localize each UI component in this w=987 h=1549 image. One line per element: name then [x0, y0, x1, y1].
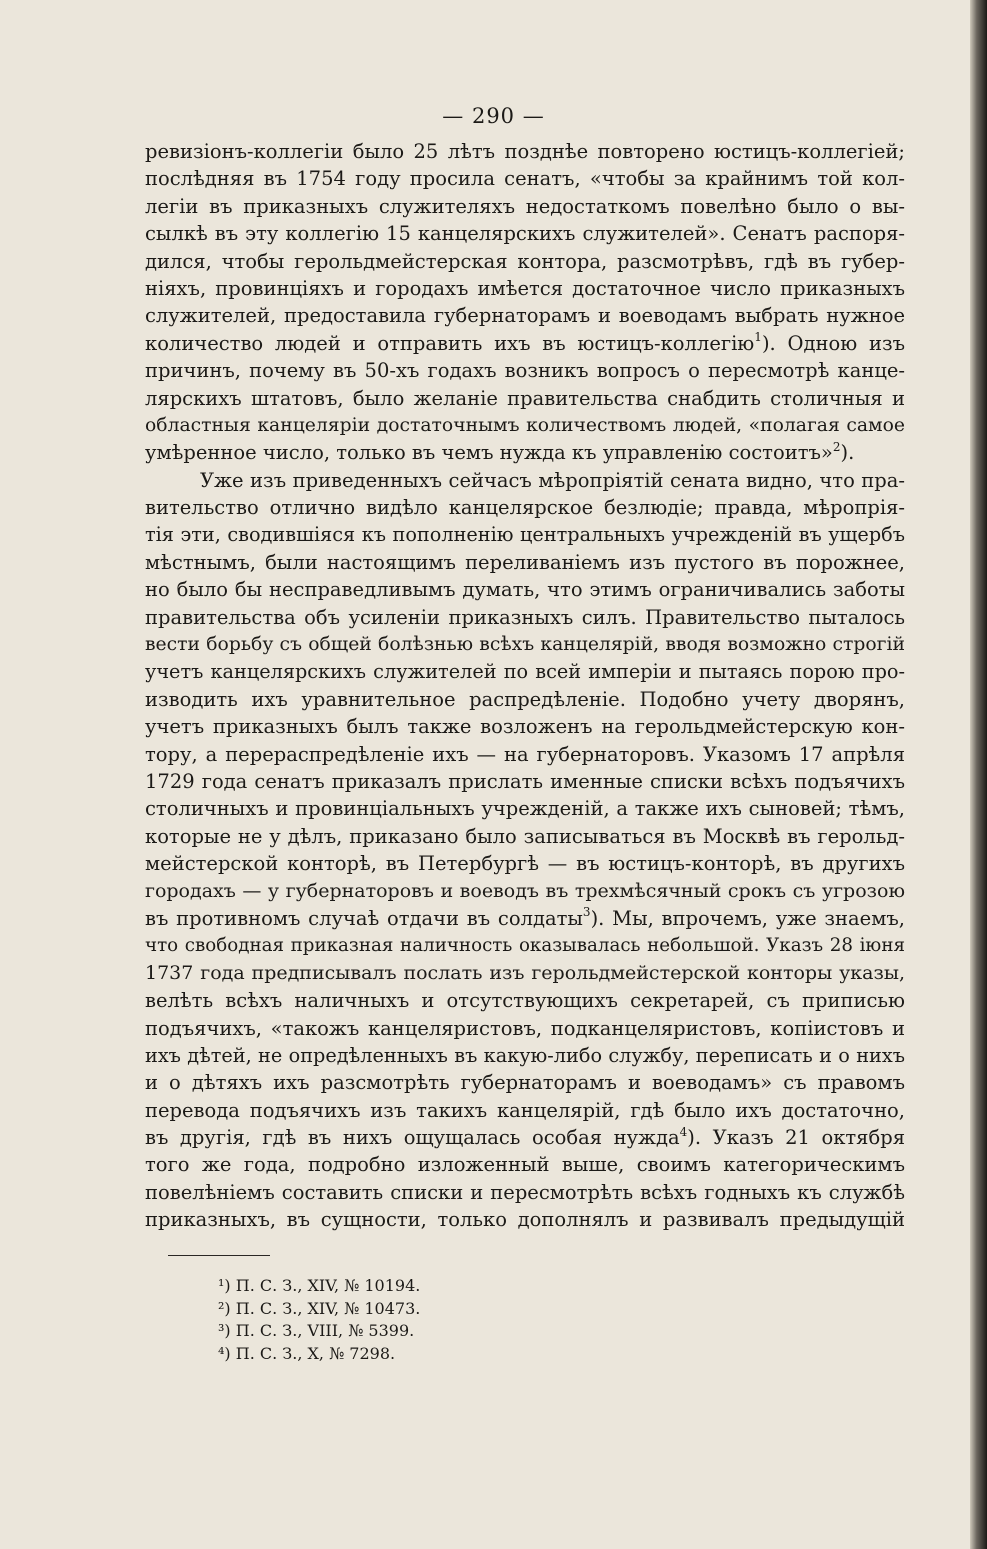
- text-segment: ).: [840, 441, 855, 465]
- body-text: [145, 138, 905, 1234]
- footnote-ref-4[interactable]: 4: [679, 1124, 688, 1139]
- footnote-1: ¹) П. С. З., XIV, № 10194.: [218, 1276, 421, 1295]
- page-number: — 290 —: [442, 104, 545, 128]
- text-line: повелѣніемъ составить списки и пересмотрѣть всѣхъ годныхъ къ службѣ: [145, 1180, 905, 1204]
- text-line: мейстерской конторѣ, въ Петербургѣ — въ юстицъ-конторѣ, въ другихъ: [145, 852, 905, 876]
- text-segment: ). Одною изъ: [761, 331, 905, 355]
- text-line: [145, 439, 905, 466]
- text-line: [145, 905, 905, 932]
- text-segment: умѣренное число, только въ чемъ нужда къ управленію состоитъ»: [145, 441, 833, 465]
- footnote-2: ²) П. С. З., XIV, № 10473.: [218, 1298, 421, 1318]
- text-line: учетъ приказныхъ былъ также возложенъ на герольдмейстерскую кон-: [145, 715, 905, 739]
- text-segment: ). Мы, впрочемъ, уже знаемъ,: [590, 906, 905, 930]
- text-line: мѣстнымъ, были настоящимъ переливаніемъ изъ пустого въ порожнее,: [145, 550, 905, 574]
- text-line: подъячихъ, «такожъ канцеляристовъ, подканцеляристовъ, копіистовъ и: [145, 1016, 905, 1040]
- text-line: городахъ — у губернаторовъ и воеводъ въ трехмѣсячный срокъ съ угрозою: [145, 879, 905, 902]
- text-line: причинъ, почему въ 50-хъ годахъ возникъ вопросъ о пересмотрѣ канце-: [145, 359, 905, 383]
- text-segment: ). Указъ 21 октября: [687, 1126, 905, 1150]
- footnote-4: ⁴) П. С. З., X, № 7298.: [218, 1343, 396, 1363]
- text-line: лярскихъ штатовъ, было желаніе правительства снабдить столичныя и: [145, 386, 905, 410]
- text-line: того же года, подробно изложенный выше, своимъ категорическимъ: [145, 1153, 905, 1177]
- text-line: ревизіонъ-коллегіи было 25 лѣтъ позднѣе повторено юстицъ-коллегіей;: [145, 140, 905, 163]
- text-line: вести борьбу съ общей болѣзнью всѣхъ канцелярій, вводя возможно строгій: [145, 634, 905, 656]
- text-line: ніяхъ, провинціяхъ и городахъ имѣется достаточное число приказныхъ: [145, 276, 905, 300]
- text-line: учетъ канцелярскихъ служителей по всей имперіи и пытаясь порою про-: [145, 660, 905, 684]
- text-line: которые не у дѣлъ, приказано было записываться въ Москвѣ въ герольд-: [145, 824, 905, 848]
- text-line: тору, а перераспредѣленіе ихъ — на губернаторовъ. Указомъ 17 апрѣля: [145, 742, 905, 766]
- text-line: послѣдняя въ 1754 году просила сенатъ, «чтобы за крайнимъ той кол-: [145, 167, 905, 191]
- footnote-ref-2[interactable]: 2: [832, 439, 841, 454]
- text-line: приказныхъ, въ сущности, только дополнялъ и развивалъ предыдущій: [145, 1208, 905, 1232]
- text-line: [145, 330, 905, 357]
- footnote-divider: [168, 1255, 270, 1256]
- book-spine-shadow: [970, 0, 987, 1549]
- footnotes: [218, 1275, 420, 1365]
- text-line: сылкѣ въ эту коллегію 15 канцелярскихъ служителей». Сенатъ распоря-: [145, 222, 905, 246]
- text-line: велѣть всѣхъ наличныхъ и отсутствующихъ секретарей, съ приписью: [145, 989, 905, 1013]
- footnote-ref-3[interactable]: 3: [582, 905, 591, 920]
- text-line: изводить ихъ уравнительное распредѣленіе. Подобно учету дворянъ,: [145, 687, 905, 711]
- text-segment: въ другія, гдѣ въ нихъ ощущалась особая нужда: [145, 1126, 680, 1150]
- text-line: Уже изъ приведенныхъ сейчасъ мѣропріятій сената видно, что пра-: [200, 468, 905, 492]
- text-line: служителей, предоставила губернаторамъ и воеводамъ выбрать нужное: [145, 304, 905, 328]
- text-line: правительства объ усиленіи приказныхъ силъ. Правительство пыталось: [145, 605, 905, 629]
- footnote-3: ³) П. С. З., VIII, № 5399.: [218, 1321, 415, 1340]
- text-line: дился, чтобы герольдмейстерская контора, разсмотрѣвъ, гдѣ въ губер-: [145, 249, 905, 273]
- text-line: 1737 года предписывалъ послать изъ герольдмейстерской конторы указы,: [145, 961, 905, 984]
- text-line: областныя канцеляріи достаточнымъ количествомъ людей, «полагая самое: [145, 414, 905, 436]
- text-line: что свободная приказная наличность оказывалась небольшой. Указъ 28 іюня: [145, 935, 905, 957]
- text-line: легіи въ приказныхъ служителяхъ недостаткомъ повелѣно было о вы-: [145, 194, 905, 218]
- text-segment: въ противномъ случаѣ отдачи въ солдаты: [145, 906, 583, 930]
- text-line: 1729 года сенатъ приказалъ прислать именные списки всѣхъ подъячихъ: [145, 769, 905, 793]
- footnote-ref-1[interactable]: 1: [754, 330, 762, 345]
- text-line: тія эти, сводившіяся къ пополненію центральныхъ учрежденій въ ущербъ: [145, 523, 905, 547]
- text-line: [145, 1124, 905, 1151]
- text-line: вительство отлично видѣло канцелярское безлюдіе; правда, мѣропрія-: [145, 496, 905, 520]
- text-line: но было бы несправедливымъ думать, что этимъ ограничивались заботы: [145, 578, 905, 602]
- text-line: и о дѣтяхъ ихъ разсмотрѣть губернаторамъ и воеводамъ» съ правомъ: [145, 1071, 905, 1095]
- text-line: ихъ дѣтей, не опредѣленныхъ въ какую-либо службу, переписать и о нихъ: [145, 1043, 905, 1067]
- text-segment: количество людей и отправить ихъ въ юстицъ-коллегію: [145, 331, 755, 355]
- text-line: перевода подъячихъ изъ такихъ канцелярій, гдѣ было ихъ достаточно,: [145, 1098, 905, 1122]
- text-line: столичныхъ и провинціальныхъ учрежденій, а также ихъ сыновей; тѣмъ,: [145, 797, 905, 821]
